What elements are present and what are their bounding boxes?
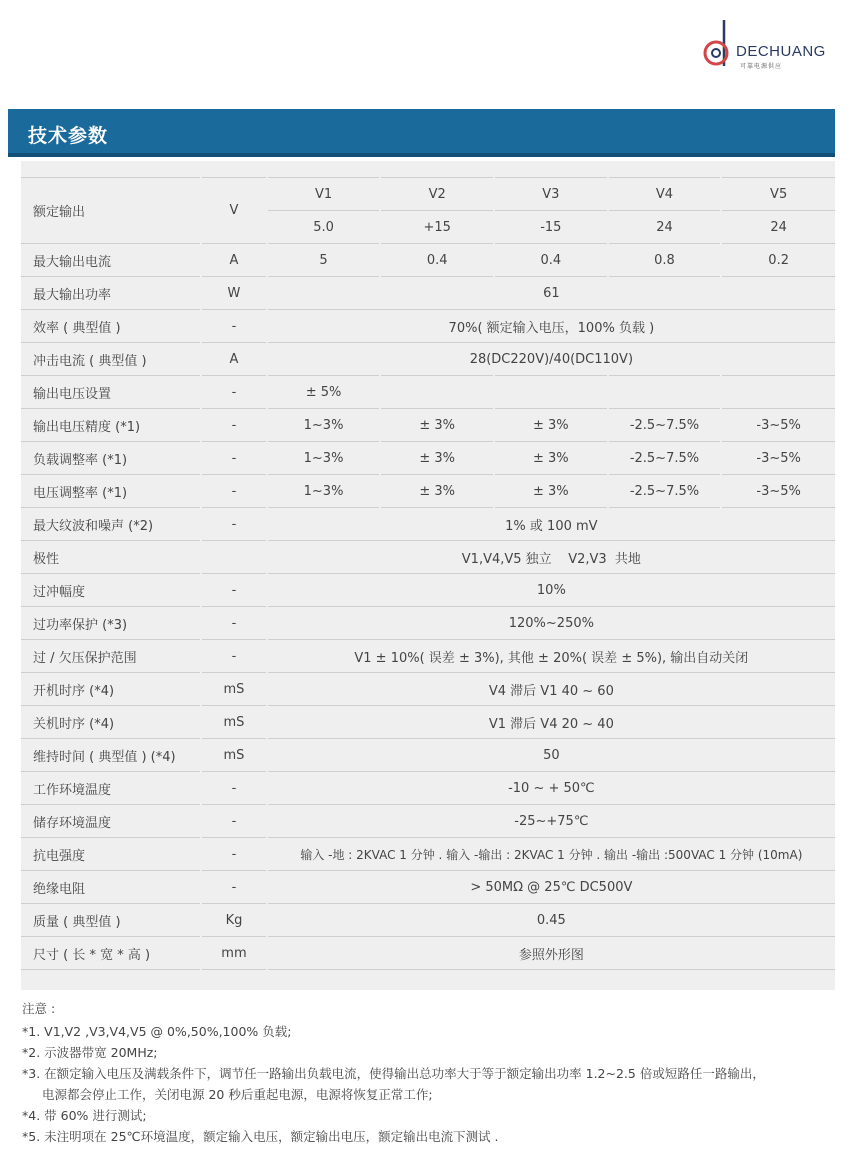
param-name: 输出电压精度 (*1)	[21, 409, 201, 442]
table-row-rated-output	[21, 178, 835, 211]
cell-value: 50	[267, 739, 835, 772]
cell-value: -25~+75℃	[267, 805, 835, 838]
cell-value: -2.5~7.5%	[608, 442, 722, 475]
cell-value: 70%( 额定输入电压，100% 负载 )	[267, 310, 835, 343]
notes-section	[22, 998, 832, 1147]
param-name: 绝缘电阻	[21, 871, 201, 904]
channel-header-v2: V2	[380, 178, 494, 211]
param-name: 负载调整率 (*1)	[21, 442, 201, 475]
note-item-continuation: 电源都会停止工作，关闭电源 20 秒后重起电源，电源将恢复正常工作;	[42, 1087, 433, 1102]
cell-value: 120%~250%	[267, 607, 835, 640]
section-title: 技术参数	[28, 125, 109, 147]
cell-value: -3~5%	[721, 409, 835, 442]
param-unit: -	[201, 310, 267, 343]
cell-value: 1~3%	[267, 442, 381, 475]
param-name: 储存环境温度	[21, 805, 201, 838]
param-unit: -	[201, 871, 267, 904]
param-unit: Kg	[201, 904, 267, 937]
cell-value: 0.8	[608, 244, 722, 277]
param-unit: -	[201, 772, 267, 805]
param-name: 过功率保护 (*3)	[21, 607, 201, 640]
cell-empty	[721, 376, 835, 409]
param-unit: -	[201, 475, 267, 508]
table-row	[21, 541, 835, 574]
param-name: 最大纹波和噪声 (*2)	[21, 508, 201, 541]
cell-value: 24	[608, 211, 722, 244]
param-name: 维持时间 ( 典型值 ) (*4)	[21, 739, 201, 772]
table-row	[21, 508, 835, 541]
cell-empty	[380, 376, 494, 409]
cell-value: 0.45	[267, 904, 835, 937]
param-unit: -	[201, 805, 267, 838]
cell-value: +15	[380, 211, 494, 244]
param-unit: -	[201, 508, 267, 541]
param-unit: -	[201, 376, 267, 409]
cell-value: -3~5%	[721, 475, 835, 508]
cell-value: 输入 -地 : 2KVAC 1 分钟 . 输入 -输出 : 2KVAC 1 分钟 . 输出 -输出 :500VAC 1 分钟 (10mA)	[267, 838, 835, 871]
table-row	[21, 376, 835, 409]
cell-value: -3~5%	[721, 442, 835, 475]
param-name: 输出电压设置	[21, 376, 201, 409]
cell-value: ± 3%	[380, 475, 494, 508]
channel-header-v3: V3	[494, 178, 608, 211]
cell-value: 0.4	[380, 244, 494, 277]
param-unit: mS	[201, 739, 267, 772]
cell-value: V1,V4,V5 独立 V2,V3 共地	[267, 541, 835, 574]
cell-value: 参照外形图	[267, 937, 835, 970]
param-unit: -	[201, 607, 267, 640]
section-header	[8, 109, 835, 157]
table-row	[21, 706, 835, 739]
table-row	[21, 244, 835, 277]
param-name: 最大输出电流	[21, 244, 201, 277]
param-unit: A	[201, 244, 267, 277]
note-item: *3. 在额定输入电压及满载条件下，调节任一路输出负载电流，使得输出总功率大于等于额定输出功率 1.2~2.5 倍或短路任一路输出，	[22, 1066, 765, 1081]
cell-value: 28(DC220V)/40(DC110V)	[267, 343, 835, 376]
param-name: 最大输出功率	[21, 277, 201, 310]
param-unit: mm	[201, 937, 267, 970]
cell-empty	[494, 376, 608, 409]
table-row	[21, 442, 835, 475]
cell-value: -2.5~7.5%	[608, 409, 722, 442]
table-row	[21, 574, 835, 607]
param-name: 过冲幅度	[21, 574, 201, 607]
cell-value: ± 3%	[494, 442, 608, 475]
table-row	[21, 310, 835, 343]
note-item: *1. V1,V2 ,V3,V4,V5 @ 0%,50%,100% 负载;	[22, 1024, 292, 1039]
spec-table-container	[21, 161, 835, 990]
table-row	[21, 277, 835, 310]
cell-value: V1 滞后 V4 20 ~ 40	[267, 706, 835, 739]
cell-value: 1~3%	[267, 475, 381, 508]
cell-empty	[608, 376, 722, 409]
table-row	[21, 475, 835, 508]
param-unit: -	[201, 574, 267, 607]
param-name: 质量 ( 典型值 )	[21, 904, 201, 937]
table-row	[21, 838, 835, 871]
param-name: 效率 ( 典型值 )	[21, 310, 201, 343]
cell-value: ± 3%	[494, 409, 608, 442]
param-unit: mS	[201, 706, 267, 739]
param-name: 额定输出	[21, 178, 201, 244]
cell-value: 0.4	[494, 244, 608, 277]
param-unit: V	[201, 178, 267, 244]
channel-header-v1: V1	[267, 178, 381, 211]
param-unit: -	[201, 838, 267, 871]
note-item: *4. 带 60% 进行测试;	[22, 1108, 147, 1123]
param-name: 尺寸 ( 长 * 宽 * 高 )	[21, 937, 201, 970]
param-name: 抗电强度	[21, 838, 201, 871]
param-name: 关机时序 (*4)	[21, 706, 201, 739]
param-unit: A	[201, 343, 267, 376]
table-row	[21, 937, 835, 970]
logo-subtitle: 可靠电源供应	[740, 63, 783, 70]
table-row	[21, 673, 835, 706]
note-item: *5. 未注明项在 25℃环境温度，额定输入电压，额定输出电压，额定输出电流下测试 .	[22, 1129, 499, 1144]
logo-brand-text: DECHUANG	[736, 43, 826, 60]
table-row	[21, 805, 835, 838]
cell-value: V4 滞后 V1 40 ~ 60	[267, 673, 835, 706]
param-name: 电压调整率 (*1)	[21, 475, 201, 508]
table-row	[21, 772, 835, 805]
cell-value: > 50MΩ @ 25℃ DC500V	[267, 871, 835, 904]
cell-value: 1~3%	[267, 409, 381, 442]
cell-value: -2.5~7.5%	[608, 475, 722, 508]
table-row	[21, 409, 835, 442]
cell-value: ± 3%	[380, 409, 494, 442]
cell-value: ± 3%	[380, 442, 494, 475]
cell-value: ± 5%	[267, 376, 381, 409]
cell-value: ± 3%	[494, 475, 608, 508]
channel-header-v5: V5	[721, 178, 835, 211]
param-name: 过 / 欠压保护范围	[21, 640, 201, 673]
notes-title: 注意 :	[22, 1001, 56, 1016]
cell-value: 5.0	[267, 211, 381, 244]
table-row	[21, 871, 835, 904]
cell-value: 61	[267, 277, 835, 310]
company-logo	[702, 20, 842, 70]
cell-value: 0.2	[721, 244, 835, 277]
table-row	[21, 640, 835, 673]
param-unit: -	[201, 442, 267, 475]
param-unit: W	[201, 277, 267, 310]
param-unit: -	[201, 409, 267, 442]
cell-value: V1 ± 10%( 误差 ± 3%), 其他 ± 20%( 误差 ± 5%), 输出自动关闭	[267, 640, 835, 673]
param-name: 开机时序 (*4)	[21, 673, 201, 706]
channel-header-v4: V4	[608, 178, 722, 211]
cell-value: 5	[267, 244, 381, 277]
table-row	[21, 607, 835, 640]
cell-value: 24	[721, 211, 835, 244]
table-row	[21, 739, 835, 772]
param-unit: -	[201, 640, 267, 673]
spec-table	[21, 177, 835, 970]
param-name: 工作环境温度	[21, 772, 201, 805]
cell-value: -10 ~ + 50℃	[267, 772, 835, 805]
cell-value: -15	[494, 211, 608, 244]
param-unit	[201, 541, 267, 574]
note-item: *2. 示波器带宽 20MHz;	[22, 1045, 158, 1060]
cell-value: 1% 或 100 mV	[267, 508, 835, 541]
param-name: 冲击电流 ( 典型值 )	[21, 343, 201, 376]
param-unit: mS	[201, 673, 267, 706]
param-name: 极性	[21, 541, 201, 574]
table-row	[21, 904, 835, 937]
table-row	[21, 343, 835, 376]
cell-value: 10%	[267, 574, 835, 607]
